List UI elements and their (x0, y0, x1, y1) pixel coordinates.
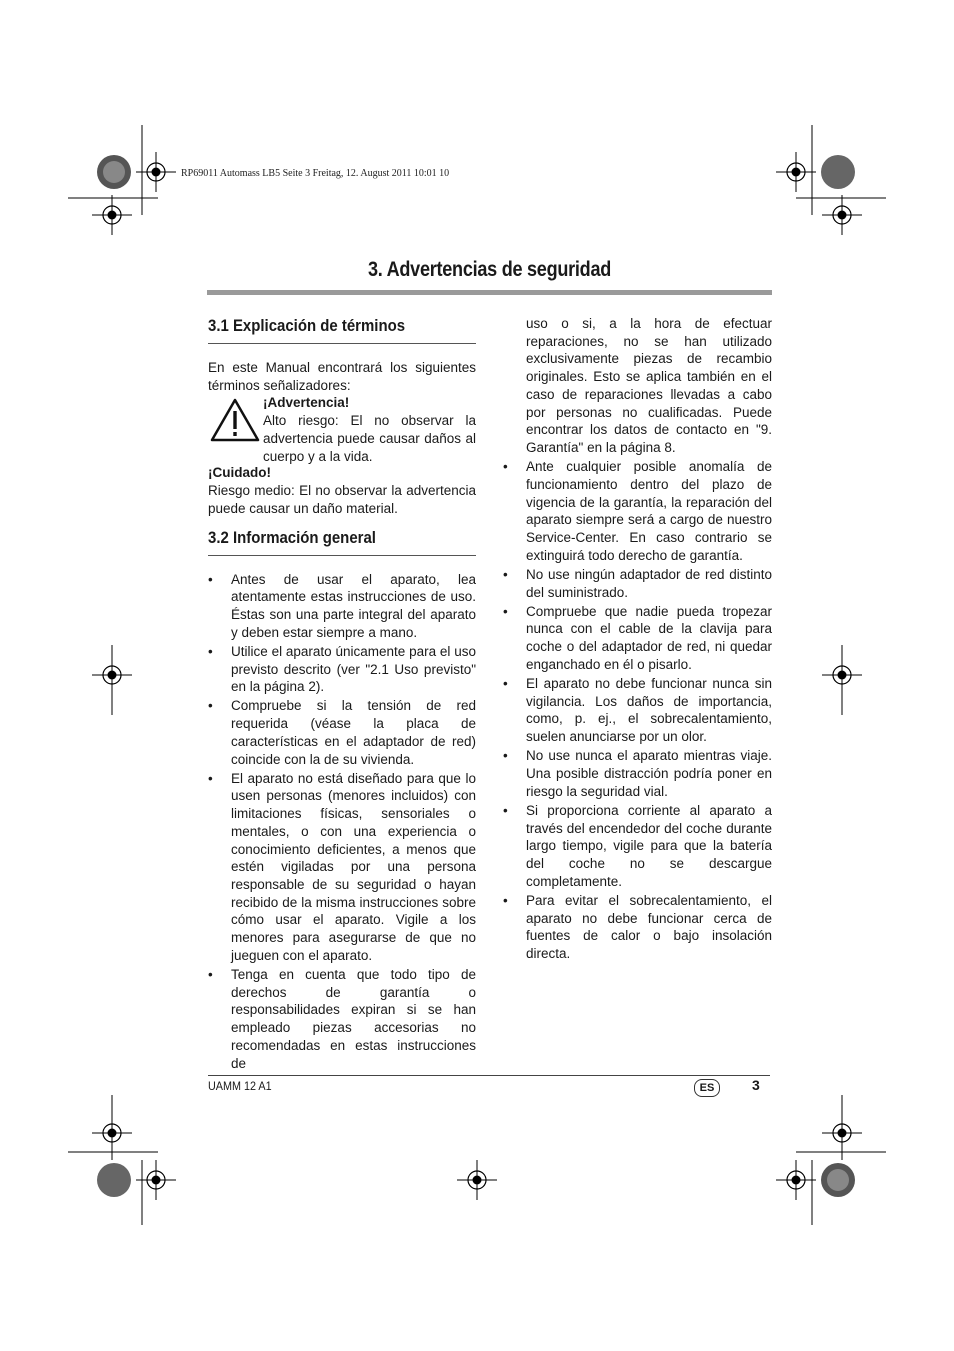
caution-label: ¡Cuidado! (208, 465, 271, 481)
bullet: • (503, 566, 508, 582)
warning-triangle-icon (210, 398, 260, 442)
bullet: • (208, 698, 213, 714)
bullet: • (208, 643, 213, 659)
intro-paragraph: En este Manual encontrará los siguientes términos señalizadores: (208, 360, 476, 393)
section-heading-terms: 3.1 Explicación de términos (208, 316, 406, 335)
list-item: • Utilice el aparato únicamente para el uso previsto descrito (ver "2.1 Uso previsto" en la página 2). (208, 643, 476, 695)
list-item: • Tenga en cuenta que todo tipo de derechos de garantía o responsabilidades expiran si se han empleado piezas accesorias no recomendadas en estas instrucciones de (208, 966, 476, 1071)
bullet: • (503, 802, 508, 818)
list-item: • No use ningún adaptador de red distinto del suministrado. (503, 566, 772, 600)
bullet: • (503, 893, 508, 908)
general-list-continued (503, 458, 772, 963)
warning-label: ¡Advertencia! (263, 395, 350, 411)
warning-block (208, 394, 476, 464)
section-heading-general: 3.2 Información general (208, 527, 376, 547)
left-column (208, 315, 476, 1074)
bullet: • (503, 676, 508, 692)
list-item: • Compruebe si la tensión de red requerida (véase la placa de características en el adaptador de red) coincide con la de su vivienda. (208, 698, 476, 767)
language-badge: ES (694, 1079, 720, 1097)
list-item: • Compruebe que nadie pueda tropezar nunca con el cable de la clavija para coche o del adaptador de red, ni quedar enganchado en él o pisarlo. (503, 603, 772, 672)
warning-text-block (263, 394, 476, 465)
page-number: 3 (752, 1077, 760, 1093)
list-item: • Antes de usar el aparato, lea atentamente estas instrucciones de uso. Éstas son una parte integral del aparato y deben estar siempre a mano. (208, 571, 476, 640)
footer-model: UAMM 12 A1 (208, 1079, 272, 1093)
right-column (503, 315, 772, 964)
section-rule (208, 555, 476, 556)
footer-rule (208, 1075, 770, 1076)
warning-text: Alto riesgo: El no observar la advertencia puede causar daños al cuerpo y a la vida. (263, 413, 476, 464)
list-item: • Si proporciona corriente al aparato a través del encendedor del coche durante largo tiempo, vigile para que la batería del coche no se descargue completamente. (503, 802, 772, 889)
bullet: • (503, 459, 508, 475)
list-item: • Ante cualquier posible anomalía de funcionamiento dentro del plazo de vigencia de la garantía, la reparación del aparato siempre será a cargo de nuestro Service-Center. En caso contrario se extinguirá todo derecho de garantía. (503, 459, 772, 563)
bullet: • (208, 770, 213, 786)
bullet: • (503, 603, 508, 619)
list-item: • El aparato no está diseñado para que lo usen personas (menores incluidos) con limitaciones físicas, sensoriales o mentales, o con una experiencia o conocimiento deficientes, a menos que estén vigiladas por una persona responsable de su seguridad o hayan recibido de la misma instrucciones sobre cómo usar el aparato. Vigile a los menores para asegurarse de que no jueguen con el aparato. (208, 770, 476, 963)
general-list (208, 571, 476, 1073)
bullet: • (503, 748, 508, 764)
caution-text: Riesgo medio: El no observar la advertencia puede causar un daño material. (208, 483, 476, 516)
bullet: • (208, 966, 213, 982)
bullet: • (208, 571, 213, 587)
print-header: RP69011 Automass LB5 Seite 3 Freitag, 12. August 2011 10:01 10 (181, 168, 450, 179)
list-item: • Para evitar el sobrecalentamiento, el aparato no debe funcionar cerca de fuentes de calor o bajo insolación directa. (503, 893, 772, 962)
list-item: • No use nunca el aparato mientras viaje. Una posible distracción podría poner en riesgo la seguridad vial. (503, 748, 772, 799)
page-title: 3. Advertencias de seguridad (367, 258, 612, 281)
title-rule (207, 290, 772, 295)
section-rule (208, 343, 476, 344)
list-item: • El aparato no debe funcionar nunca sin vigilancia. Los daños de importancia, como, p. ej., el sobrecalentamiento, suelen anunciarse por un olor. (503, 676, 772, 745)
list-item-continuation: uso o si, a la hora de efectuar reparaciones, no se han utilizado exclusivamente piezas de recambio originales. Esto se aplica también en el caso de reparaciones llevadas a cabo por personas no cualificadas. Puede encontrar los datos de contacto en "9. Garantía" en la página 8. (526, 316, 772, 455)
